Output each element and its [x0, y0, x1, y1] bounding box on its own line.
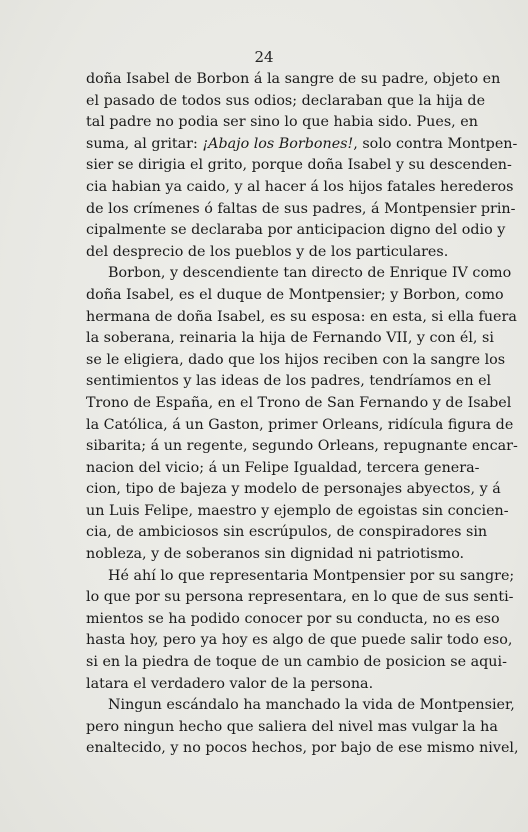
text-line: Ningun escándalo ha manchado la vida de Montpensier,: [108, 697, 515, 714]
text-line: Hé ahí lo que representaria Montpensier por su sangre;: [108, 567, 515, 584]
text-line: sier se dirigia el grito, porque doña Isabel y su descenden-: [86, 157, 512, 174]
text-line: pero ningun hecho que saliera del nivel mas vulgar la ha: [86, 718, 498, 735]
text-line: se le eligiera, dado que los hijos reciben con la sangre los: [86, 351, 506, 368]
text-line: la Católica, á un Gaston, primer Orleans, ridícula figura de: [86, 416, 514, 433]
text-line: sibarita; á un regente, segundo Orleans, repugnante encar-: [86, 438, 518, 455]
text-line: nobleza, y de soberanos sin dignidad ni patriotismo.: [86, 546, 465, 563]
text-line: hasta hoy, pero ya hoy es algo de que puede salir todo eso,: [86, 632, 513, 649]
text-line: el pasado de todos sus odios; declaraban que la hija de: [86, 92, 486, 109]
text-line: enaltecido, y no pocos hechos, por bajo de ese mismo nivel,: [86, 740, 519, 757]
text-line: Borbon, y descendiente tan directo de Enrique IV como: [108, 265, 512, 282]
text-segment: suma, al gritar:: [86, 135, 203, 152]
text-line: tal padre no podia ser sino lo que habia sido. Pues, en: [86, 114, 478, 131]
text-line: la soberana, reinaria la hija de Fernando VII, y con él, si: [86, 330, 494, 347]
text-line: de los crímenes ó faltas de sus padres, á Montpensier prin-: [86, 200, 516, 217]
text-line: sentimientos y las ideas de los padres, tendríamos en el: [86, 373, 492, 390]
paragraph: [86, 263, 518, 565]
body-text: [86, 69, 519, 760]
italic-phrase: ¡Abajo los Borbones!: [202, 135, 354, 152]
text-line: latara el verdadero valor de la persona.: [86, 675, 374, 692]
text-line: mientos se ha podido conocer por su conducta, no es eso: [86, 610, 500, 627]
text-line: cia habian ya caido, y al hacer á los hijos fatales herederos: [86, 178, 514, 195]
text-line: doña Isabel de Borbon á la sangre de su padre, objeto en: [86, 71, 501, 87]
text-line: si en la piedra de toque de un cambio de posicion se aqui-: [86, 654, 507, 671]
paragraph: [86, 69, 518, 263]
text-line: lo que por su persona representara, en lo que de sus senti-: [86, 589, 514, 606]
paragraph: [86, 695, 519, 760]
text-line: cion, tipo de bajeza y modelo de personajes abyectos, y á: [86, 481, 501, 498]
paragraph: [86, 566, 515, 696]
text-line: del desprecio de los pueblos y de los particulares.: [86, 243, 449, 260]
text-line: cipalmente se declaraba por anticipacion digno del odio y: [86, 222, 506, 239]
text-line: [86, 134, 518, 156]
text-segment: , solo contra Montpen-: [353, 135, 518, 152]
page-number: 24: [254, 48, 274, 66]
text-line: un Luis Felipe, maestro y ejemplo de egoistas sin concien-: [86, 502, 509, 519]
text-line: cia, de ambiciosos sin escrúpulos, de conspiradores sin: [86, 524, 488, 541]
text-line: hermana de doña Isabel, es su esposa: en esta, si ella fuera: [86, 308, 517, 325]
text-line: Trono de España, en el Trono de San Fernando y de Isabel: [86, 394, 512, 411]
text-line: doña Isabel, es el duque de Montpensier; y Borbon, como: [86, 286, 504, 303]
text-line: nacion del vicio; á un Felipe Igualdad, tercera genera-: [86, 459, 480, 476]
